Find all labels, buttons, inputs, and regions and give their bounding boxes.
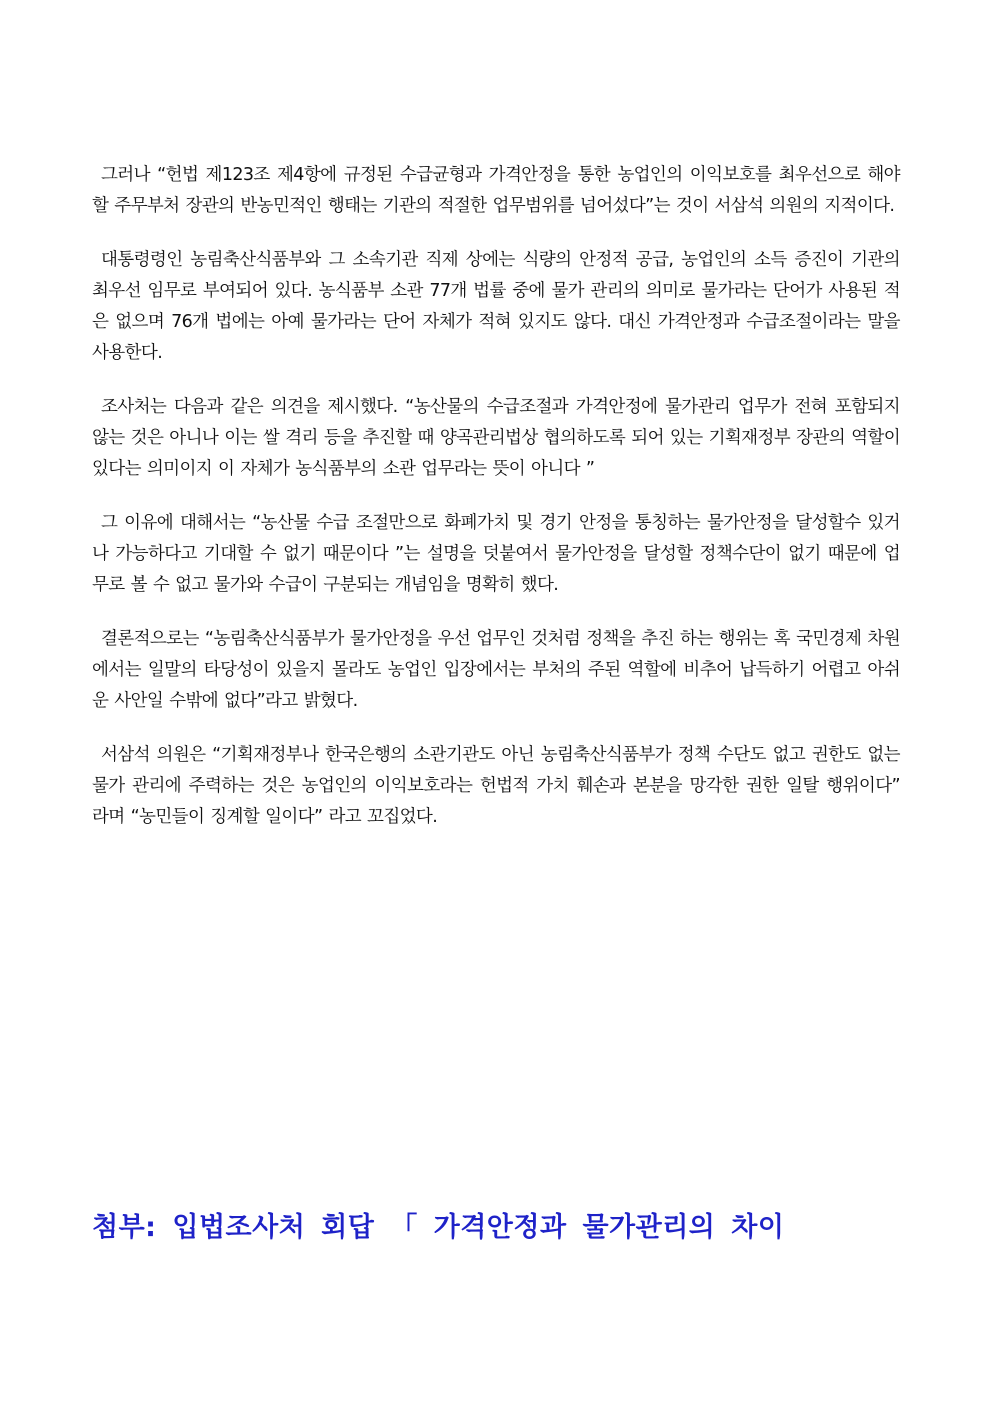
paragraph-3: 조사처는 다음과 같은 의견을 제시했다. “농산물의 수급조절과 가격안정에 물가관리 업무가 전혀 포함되지 않는 것은 아니나 이는 쌀 격리 등을 추진할 때 양곡관리법상 협의하도록 되어 있는 기획재정부 장관의 역할이 있다는 의미이지 이 자체가 농식품부의 소관 업무라는 뜻이 아니다 ” — [92, 397, 900, 479]
paragraph-2: 대통령령인 농림축산식품부와 그 소속기관 직제 상에는 식량의 안정적 공급, 농업인의 소득 증진이 기관의 최우선 임무로 부여되어 있다. 농식품부 소관 77개 법률 중에 물가 관리의 의미로 물가라는 단어가 사용된 적은 없으며 76개 법에는 아예 물가라는 단어 자체가 적혀 있지도 않다. 대신 가격안정과 수급조절이라는 말을 사용한다. — [92, 250, 900, 363]
paragraph-4: 그 이유에 대해서는 “농산물 수급 조절만으로 화폐가치 및 경기 안정을 통칭하는 물가안정을 달성할수 있거나 가능하다고 기대할 수 없기 때문이다 ”는 설명을 덧붙여서 물가안정을 달성할 정책수단이 없기 때문에 업무로 볼 수 없고 물가와 수급이 구분되는 개념임을 명확히 했다. — [92, 513, 900, 595]
body-text — [92, 160, 900, 856]
paragraph-6: 서삼석 의원은 “기획재정부나 한국은행의 소관기관도 아닌 농림축산식품부가 정책 수단도 없고 권한도 없는 물가 관리에 주력하는 것은 농업인의 이익보호라는 헌법적 가치 훼손과 본분을 망각한 권한 일탈 행위이다” 라며 “농민들이 징계할 일이다” 라고 꼬집었다. — [92, 745, 900, 827]
attachment-heading: 첨부: 입법조사처 회답 「 가격안정과 물가관리의 차이 — [92, 1212, 785, 1243]
paragraph-1: 그러나 “헌법 제123조 제4항에 규정된 수급균형과 가격안정을 통한 농업인의 이익보호를 최우선으로 해야 할 주무부처 장관의 반농민적인 행태는 기관의 적절한 업무범위를 넘어섰다”는 것이 서삼석 의원의 지적이다. — [92, 165, 900, 216]
paragraph-5: 결론적으로는 “농림축산식품부가 물가안정을 우선 업무인 것처럼 정책을 추진 하는 행위는 혹 국민경제 차원에서는 일말의 타당성이 있을지 몰라도 농업인 입장에서는 부처의 주된 역할에 비추어 납득하기 어렵고 아쉬운 사안일 수밖에 없다”라고 밝혔다. — [92, 629, 900, 711]
